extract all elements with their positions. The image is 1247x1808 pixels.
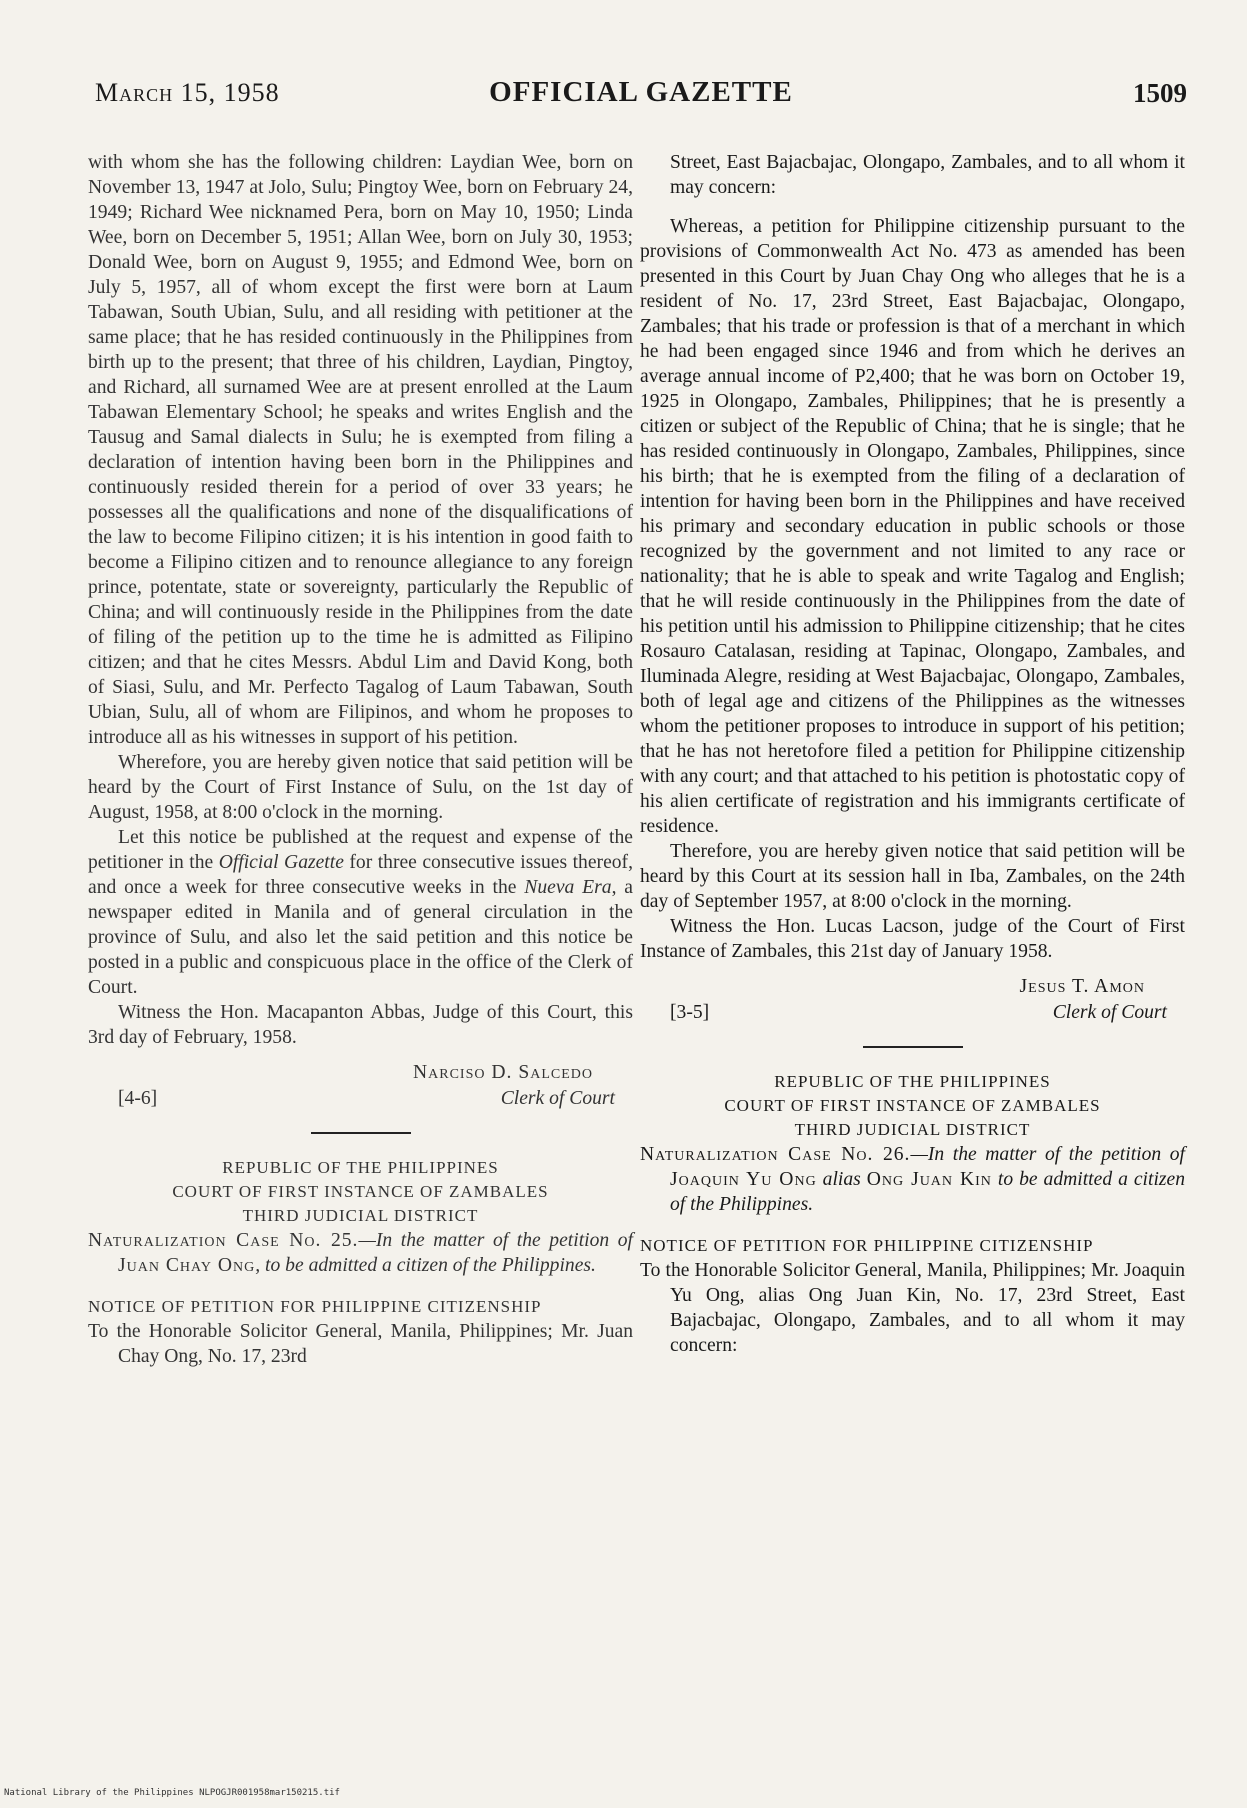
right-court-line-3: THIRD JUDICIAL DISTRICT <box>794 1120 1031 1139</box>
page-header <box>95 78 1187 118</box>
left-issue-reference: [4-6] <box>118 1088 158 1109</box>
right-case-alias: alias <box>816 1169 867 1190</box>
right-address-line: To the Honorable Solicitor General, Manila, Philippines; Mr. Joaquin Yu Ong, alias Ong Juan Kin, No. 17, 23rd Street, East Bajacbajac, Olongapo, Zambales, and to all whom it may concern: <box>640 1260 1185 1356</box>
right-court-heading <box>640 1070 1185 1142</box>
right-case-label: Naturalization Case No. 26. <box>640 1144 911 1165</box>
left-case-label: Naturalization Case No. 25. <box>88 1230 359 1251</box>
right-case-name: Joaquin Yu Ong <box>670 1169 817 1190</box>
left-court-line-2: COURT OF FIRST INSTANCE OF ZAMBALES <box>172 1182 549 1201</box>
right-continued-address: Street, East Bajacbajac, Olongapo, Zambales, and to all whom it may concern: <box>670 152 1185 198</box>
left-signatory-name: Narciso D. Salcedo <box>412 1062 593 1083</box>
right-court-line-2: COURT OF FIRST INSTANCE OF ZAMBALES <box>724 1096 1101 1115</box>
right-case-text-1: —In the matter of the petition of <box>910 1144 1185 1165</box>
right-court-line-1: REPUBLIC OF THE PHILIPPINES <box>774 1072 1051 1091</box>
left-court-line-1: REPUBLIC OF THE PHILIPPINES <box>222 1158 499 1177</box>
left-case-text-1: —In the matter of the petition of <box>358 1230 633 1251</box>
left-paragraph-3b: for three consecutive issues thereof, and once a week for three consecutive weeks in the <box>88 852 633 898</box>
right-case-caption <box>640 1142 1185 1217</box>
official-gazette-ref: Official Gazette <box>218 852 344 873</box>
right-signatory-title: Clerk of Court <box>1052 1002 1167 1023</box>
left-case-caption <box>88 1228 633 1278</box>
left-case-text-2: , to be admitted a citizen of the Philippines. <box>255 1255 596 1276</box>
nueva-era-ref: Nueva Era <box>524 877 612 898</box>
left-notice-title: NOTICE OF PETITION FOR PHILIPPINE CITIZENSHIP <box>88 1297 542 1316</box>
left-paragraph-3a: Let this notice be published at the request and expense of the petitioner in the <box>88 827 633 873</box>
right-issue-reference: [3-5] <box>670 1002 710 1023</box>
left-court-line-3: THIRD JUDICIAL DISTRICT <box>242 1206 479 1225</box>
left-paragraph-2: Wherefore, you are hereby given notice that said petition will be heard by the Court of First Instance of Sulu, on the 1st day of August, 1958, at 8:00 o'clock in the morning. <box>88 752 633 823</box>
left-case-name: Juan Chay Ong <box>118 1255 256 1276</box>
left-paragraph-1: with whom she has the following children: Laydian Wee, born on November 13, 1947 at Jolo, Sulu; Pingtoy Wee, born on February 24, 1949; Richard Wee nicknamed Pera, born on May 10, 1950; Linda Wee, born on December 5, 1951; Allan Wee, born on July 30, 1953; Donald Wee, born on August 9, 1955; and Edmond Wee, born on July 5, 1957, all of whom except the first were born at Laum Tabawan, South Ubian, Sulu, and all residing with petitioner at the same place; that he has resided continuously in the Philippines from birth up to the present; that three of his children, Laydian, Pingtoy, and Richard, all surnamed Wee are at present enrolled at the Laum Tabawan Elementary School; he speaks and writes English and the Tausug and Samal dialects in Sulu; he is exempted from filing a declaration of intention having been born in the Philippines and continuously resided therein for a period of over 33 years; he possesses all the qualifications and none of the disqualifications of the law to become Filipino citizen; it is his intention in good faith to become a Filipino citizen and to renounce allegiance to any foreign prince, potentate, state or sovereignty, particularly the Republic of China; and will continuously reside in the Philippines from the date of filing of the petition up to the time he is admitted as Filipino citizen; and that he cites Messrs. Abdul Lim and David Kong, both of Siasi, Sulu, and Mr. Perfecto Tagalog of Laum Tabawan, South Ubian, Sulu, all of whom are Filipinos, and whom he proposes to introduce all as his witnesses in support of his petition. <box>88 152 633 748</box>
right-signature-block <box>640 974 1185 1028</box>
left-signature-block <box>88 1060 633 1114</box>
right-divider <box>863 1046 963 1048</box>
left-paragraph-3c: , a newspaper edited in Manila and of general circulation in the province of Sulu, and also let the said petition and this notice be posted in a public and conspicuous place in the office of the Clerk of Court. <box>88 877 633 998</box>
left-paragraph-4: Witness the Hon. Macapanton Abbas, Judge of this Court, this 3rd day of February, 1958. <box>88 1002 633 1048</box>
issue-date: March 15, 1958 <box>95 78 280 107</box>
right-paragraph-2: Therefore, you are hereby given notice that said petition will be heard by this Court at its session hall in Iba, Zambales, on the 24th day of September 1957, at 8:00 o'clock in the morning. <box>640 841 1185 912</box>
left-divider <box>311 1132 411 1134</box>
right-signatory-name: Jesus T. Amon <box>1019 976 1145 997</box>
page-number: 1509 <box>1133 78 1187 108</box>
left-court-heading <box>88 1156 633 1228</box>
publication-title: OFFICIAL GAZETTE <box>489 76 793 108</box>
right-notice-title: NOTICE OF PETITION FOR PHILIPPINE CITIZENSHIP <box>640 1236 1094 1255</box>
left-signatory-title: Clerk of Court <box>500 1088 615 1109</box>
right-paragraph-1: Whereas, a petition for Philippine citizenship pursuant to the provisions of Commonwealth Act No. 473 as amended has been presented in this Court by Juan Chay Ong who alleges that he is a resident of No. 17, 23rd Street, East Bajacbajac, Olongapo, Zambales; that his trade or profession is that of a merchant in which he had been engaged since 1946 and from which he derives an average annual income of P2,400; that he was born on October 19, 1925 in Olongapo, Zambales, Philippines; that he is presently a citizen or subject of the Republic of China; that he is single; that he has resided continuously in Olongapo, Zambales, Philippines, since his birth; that he is exempted from the filing of a declaration of intention for having been born in the Philippines and have received his primary and secondary education in public schools or those recognized by the government and not limited to any race or nationality; that he is able to speak and write Tagalog and English; that he will reside continuously in the Philippines from the date of his petition until his admission to Philippine citizenship; that he cites Rosauro Catalasan, residing at Tapinac, Olongapo, Zambales, and Iluminada Alegre, residing at West Bajacbajac, Olongapo, Zambales, both of legal age and citizens of the Philippines as the witnesses whom the petitioner proposes to introduce in support of his petition; that he has not heretofore filed a petition for Philippine citizenship with any court; and that attached to his petition is photostatic copy of his alien certificate of registration and his immigrants certificate of residence. <box>640 216 1185 837</box>
right-case-text-2: to be admitted a citizen of the Philippines. <box>670 1169 1186 1215</box>
left-address-line: To the Honorable Solicitor General, Manila, Philippines; Mr. Juan Chay Ong, No. 17, 23rd <box>88 1321 633 1367</box>
left-column <box>88 150 633 1369</box>
scan-footer: National Library of the Philippines NLPOGJR001958mar150215.tif <box>4 1788 340 1798</box>
right-column <box>640 150 1185 1358</box>
right-paragraph-3: Witness the Hon. Lucas Lacson, judge of the Court of First Instance of Zambales, this 21st day of January 1958. <box>640 916 1185 962</box>
left-paragraph-3 <box>88 825 633 1000</box>
right-case-name-2: Ong Juan Kin <box>866 1169 992 1190</box>
